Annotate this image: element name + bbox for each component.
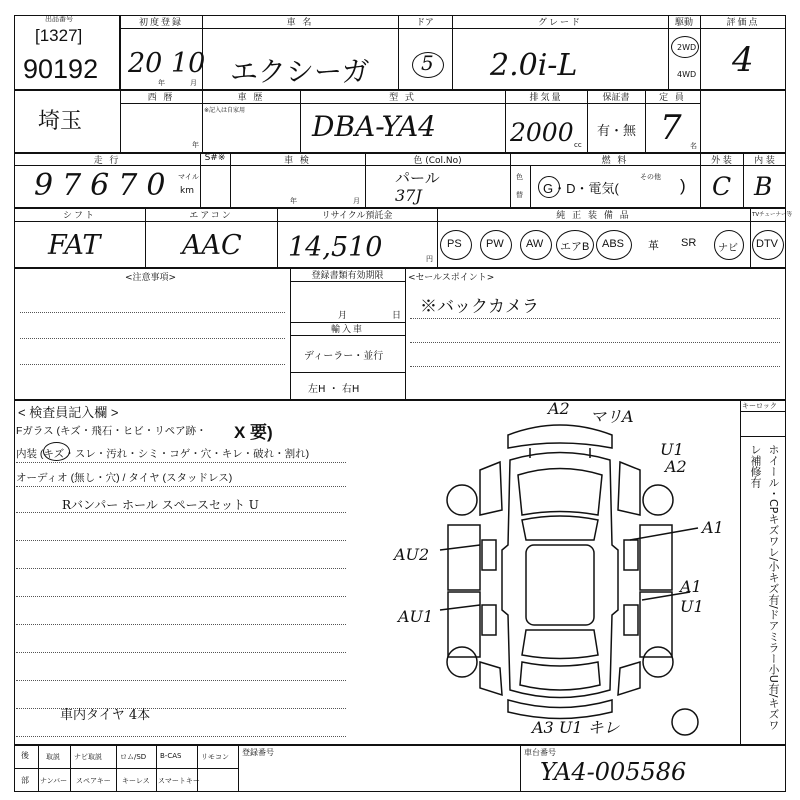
inspector-label: < 検査員記入欄 > <box>18 405 119 420</box>
footer-bottom-4: スマートキー <box>158 777 200 785</box>
first-reg-year-unit: 年 <box>158 79 165 87</box>
displacement-value: 2000 <box>510 118 574 147</box>
color-change-label2: 替 <box>516 191 523 199</box>
color-change-label1: 色 <box>516 173 523 181</box>
car-name-value: エクシーガ <box>230 55 370 88</box>
footer-reg-label: 登録番号 <box>242 748 274 757</box>
fuel-other: その他 <box>640 173 661 181</box>
damage-mark-u1-lower: U1 <box>680 597 704 616</box>
mileage-unit-km: km <box>180 186 194 196</box>
doors-label: ドア <box>416 18 434 28</box>
import-label: 輸入車 <box>330 325 364 335</box>
color-value1: パール <box>395 169 440 187</box>
footer-bottom-1: ナンバー <box>40 777 68 785</box>
car-diagram <box>380 400 740 745</box>
rating-value: 4 <box>732 40 754 80</box>
equip-leather: 革 <box>648 240 659 252</box>
footer-bottom-2: スペアキー <box>76 777 111 785</box>
capacity-unit: 名 <box>690 142 697 150</box>
history-note: ※記入は自家用 <box>204 107 246 114</box>
lot-box <box>14 15 120 90</box>
footer-top-5: リモコン <box>201 753 229 761</box>
footer-bottom-0: 部 <box>21 776 29 785</box>
recycle-value: 14,510 <box>288 232 383 263</box>
capacity-value: 7 <box>660 108 682 148</box>
drive-label: 駆動 <box>674 18 693 28</box>
fuel-options: G・D・電気( <box>543 181 619 196</box>
footer-top-4: B-CAS <box>160 752 182 760</box>
import-dealer: ディーラー・並行 <box>304 351 384 362</box>
car-name-label: 車 名 <box>286 18 314 28</box>
capacity-label: 定 員 <box>659 93 686 103</box>
equip-navi: ナビ <box>714 230 744 260</box>
doc-expiry-day: 日 <box>392 311 402 321</box>
inspector-audio: オーディオ (無し・穴) / タイヤ (スタッドレス) <box>16 472 233 484</box>
selling-points-label: <セールスポイント> <box>408 273 495 283</box>
interior-value: B <box>754 172 773 201</box>
first-reg-month-unit: 月 <box>190 79 197 87</box>
model-label: 型 式 <box>389 93 416 103</box>
damage-mark-u1-top: U1 <box>660 440 684 459</box>
equipment-label: 純 正 装 備 品 <box>556 211 631 221</box>
footer-bottom-3: キーレス <box>122 777 150 785</box>
interior-label: 内 装 <box>754 156 775 166</box>
sunroof-label: S#※ <box>204 153 226 163</box>
inspector-glass: Fガラス (キズ・飛石・ヒビ・リペア跡・ <box>16 425 207 437</box>
grade-value: 2.0i-L <box>490 48 578 83</box>
warranty-value: 有・無 <box>597 123 637 138</box>
lot-bracket: [1327] <box>35 26 83 45</box>
lot-number: 90192 <box>23 54 99 84</box>
era-label: 西 暦 <box>147 93 175 103</box>
equip-abs: ABS <box>596 230 632 260</box>
equip-airbag: エアB <box>556 230 594 260</box>
inspector-note2: 車内タイヤ 4本 <box>60 708 151 723</box>
color-value2: 37J <box>395 186 422 205</box>
displacement-label: 排気量 <box>529 93 563 103</box>
exterior-label: 外 装 <box>711 156 732 166</box>
import-hand: 左H ・ 右H <box>308 384 360 395</box>
inspector-interior: 内装 (キズ・スレ・汚れ・シミ・コゲ・穴・キレ・破れ・割れ) <box>16 448 310 460</box>
mileage-value: 97670 <box>34 168 175 203</box>
shift-value: FAT <box>48 230 101 261</box>
doors-value: 5 <box>421 51 434 75</box>
footer-top-1: 取説 <box>46 753 60 761</box>
damage-mark-a1-right: A1 <box>702 518 724 537</box>
footer-top-0: 後 <box>21 751 29 760</box>
tuner-label: TVチューナー等 <box>752 212 792 218</box>
rating-label: 評価点 <box>726 18 760 28</box>
doc-expiry-month: 月 <box>338 311 348 321</box>
model-value: DBA-YA4 <box>312 110 436 143</box>
mileage-label: 走 行 <box>93 156 121 166</box>
equip-dtv: DTV <box>752 230 784 260</box>
drive-4wd: 4WD <box>677 70 697 79</box>
lot-top-label: 出品番号 <box>45 15 73 23</box>
mileage-unit-mile: マイル <box>178 173 199 181</box>
keylock-label: キーロック <box>742 402 777 410</box>
warranty-label: 保証書 <box>602 93 630 103</box>
first-reg-value: 20 10 <box>128 48 206 79</box>
notes-label: <注意事項> <box>125 273 177 283</box>
era-unit: 年 <box>192 141 199 149</box>
footer-top-3: ロム/SD <box>120 753 147 761</box>
inspection-month-unit: 月 <box>353 197 360 205</box>
aircon-value: AAC <box>182 230 242 261</box>
shift-label: シフト <box>62 211 96 221</box>
damage-mark-au1: AU1 <box>398 607 434 626</box>
footer-chassis-value: YA4-005586 <box>540 758 687 786</box>
recycle-label: リサイクル預託金 <box>321 211 393 221</box>
fuel-close: ) <box>680 176 686 195</box>
drive-2wd: 2WD <box>677 43 697 52</box>
equipment-list <box>440 229 785 263</box>
doc-expiry-label: 登録書類有効期限 <box>311 271 384 281</box>
side-note: ホイール・CPキズワレ/小キズ有/ドアミラー小U有/キズワレ補修有 <box>749 444 780 731</box>
exterior-value: C <box>712 172 732 201</box>
damage-mark-a2-top: A2 <box>548 400 570 418</box>
history-label: 車 歴 <box>237 93 265 103</box>
footer-chassis-label: 車台番号 <box>524 748 556 757</box>
color-label: 色 (Col.No) <box>413 156 462 166</box>
inspector-note1: Rバンパー ホール スペースセット U <box>62 498 259 512</box>
recycle-unit: 円 <box>426 255 433 263</box>
first-reg-label: 初度登録 <box>138 18 183 28</box>
damage-mark-a1-lower: A1 <box>680 577 702 596</box>
damage-mark-a3: A3 U1 キレ <box>532 718 620 737</box>
equip-pw: PW <box>480 230 512 260</box>
equip-aw: AW <box>520 230 552 260</box>
aircon-label: エアコン <box>189 211 233 221</box>
inspection-label: 車 検 <box>284 156 311 166</box>
damage-mark-au2: AU2 <box>394 545 430 564</box>
selling-points-value: ※バックカメラ <box>420 297 539 317</box>
equip-sunroof: SR <box>681 237 697 249</box>
prefecture: 埼玉 <box>38 108 83 133</box>
inspection-year-unit: 年 <box>290 197 297 205</box>
damage-mark-a2-right: A2 <box>665 457 687 476</box>
equip-ps: PS <box>440 230 472 260</box>
damage-mark-mari: マリA <box>590 407 634 426</box>
displacement-unit: cc <box>574 141 582 149</box>
grade-label: グレード <box>537 18 582 28</box>
fuel-label: 燃 料 <box>601 156 629 166</box>
footer-top-2: ナビ取説 <box>74 753 102 761</box>
inspector-glass-mark: X 要) <box>234 423 273 442</box>
